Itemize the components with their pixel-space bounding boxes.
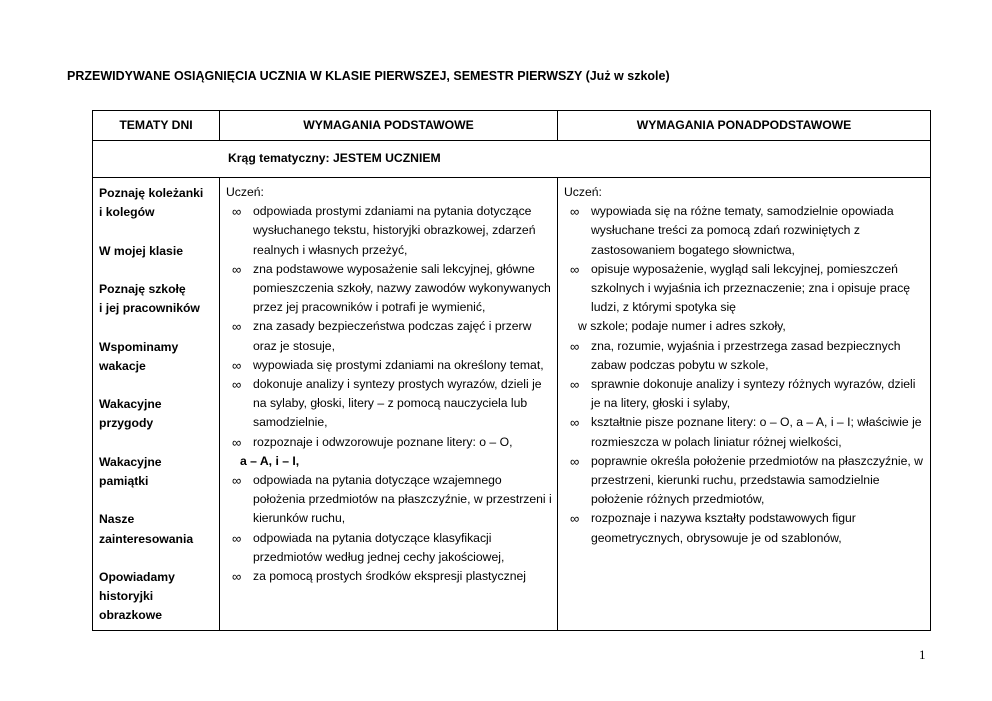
- topic-line: Wspominamy: [99, 339, 179, 354]
- list-item: ∞ wypowiada się na różne tematy, samodzielnie opowiada wysłuchane treści za pomocą zdań rozwiniętych z zastosowaniem bogatego słownictwa,: [570, 204, 894, 257]
- topic-item: [99, 568, 219, 626]
- header-topics: TEMATY DNI: [93, 111, 220, 141]
- topics-cell: [93, 178, 220, 631]
- infinity-bullet-icon: ∞: [232, 434, 242, 450]
- list-item: ∞ kształtnie pisze poznane litery: o – O, a – A, i – I; właściwie je rozmieszcza w polach liniatur różnej wielkości,: [570, 415, 922, 449]
- list-item: ∞ za pomocą prostych środków ekspresji plastycznej: [226, 567, 553, 586]
- list-item: ∞ odpowiada prostymi zdaniami na pytania dotyczące wysłuchanego tekstu, historyjki obrazkowej, zdarzeń realnych i własnych przeżyć,: [232, 204, 536, 257]
- infinity-bullet-icon: ∞: [570, 261, 580, 277]
- infinity-bullet-icon: ∞: [232, 204, 242, 220]
- requirements-table: [92, 110, 931, 631]
- list-item: ∞ rozpoznaje i nazywa kształty podstawowych figur geometrycznych, obrysowuje je od szablonów,: [570, 511, 856, 545]
- infinity-bullet-icon: ∞: [570, 453, 580, 469]
- topic-line: Opowiadamy: [99, 569, 175, 584]
- list-item: ∞ odpowiada na pytania dotyczące wzajemnego położenia przedmiotów na płaszczyźnie, w przestrzeni i kierunków ruchu,: [232, 473, 552, 526]
- list-item: ∞ opisuje wyposażenie, wygląd sali lekcyjnej, pomieszczeń szkolnych i wyjaśnia ich przeznaczenie; zna i opisuje pracę ludzi, z którymi spotyka się: [570, 261, 911, 315]
- topic-line: Nasze: [99, 512, 135, 527]
- topic-line: wakacje: [99, 358, 146, 373]
- topic-line: obrazkowe: [99, 608, 162, 623]
- list-item: ∞ zna zasady bezpieczeństwa podczas zajęć i przerw oraz je stosuje,: [232, 319, 532, 353]
- infinity-bullet-icon: ∞: [232, 377, 242, 393]
- topic-line: W mojej klasie: [99, 243, 183, 258]
- infinity-bullet-icon: ∞: [570, 415, 580, 431]
- list-item: ∞ dokonuje analizy i syntezy prostych wyrazów, dzieli je na sylaby, głoski, litery – z pomocą nauczyciela lub samodzielnie,: [232, 377, 542, 430]
- list-item-continuation: w szkole; podaje numer i adres szkoły,: [578, 319, 786, 334]
- topic-line: Poznaję koleżanki: [99, 186, 204, 200]
- topic-line: pamiątki: [99, 473, 149, 488]
- basic-requirements-cell: [220, 178, 558, 631]
- list-item-continuation: a – A, i – I,: [240, 453, 300, 468]
- list-item: ∞ odpowiada na pytania dotyczące klasyfikacji przedmiotów według jednej cechy jakościowej,: [232, 530, 505, 564]
- basic-requirements-list: [226, 202, 553, 586]
- topic-item: [99, 184, 219, 222]
- topic-item: [99, 510, 219, 548]
- infinity-bullet-icon: ∞: [570, 338, 580, 354]
- list-item: ∞ zna podstawowe wyposażenie sali lekcyjnej, główne pomieszczenia szkoły, nazwy zawodów wykonywanych przez jej pracowników i potrafi je wymienić,: [232, 261, 551, 315]
- topic-line: i kolegów: [99, 205, 155, 220]
- topic-line: i jej pracowników: [99, 301, 200, 316]
- page-number: 1: [919, 647, 926, 662]
- theme-label: Krąg tematyczny: JESTEM UCZNIEM: [228, 151, 441, 166]
- theme-row: [93, 141, 931, 178]
- topic-line: przygody: [99, 416, 154, 431]
- list-item: ∞ sprawnie dokonuje analizy i syntezy różnych wyrazów, dzieli je na litery, głoski i sylaby,: [570, 377, 916, 411]
- list-item: ∞ wypowiada się prostymi zdaniami na określony temat,: [226, 356, 553, 375]
- content-row: [93, 178, 931, 631]
- infinity-bullet-icon: ∞: [232, 319, 242, 335]
- advanced-requirements-cell: [558, 178, 931, 631]
- list-item: ∞ zna, rozumie, wyjaśnia i przestrzega zasad bezpiecznych zabaw podczas pobytu w szkole,: [570, 338, 901, 372]
- topic-item: [99, 242, 219, 261]
- topic-item: [99, 338, 219, 376]
- advanced-intro: Uczeń:: [564, 185, 602, 199]
- advanced-requirements-list: [564, 202, 926, 548]
- infinity-bullet-icon: ∞: [232, 569, 242, 585]
- infinity-bullet-icon: ∞: [570, 204, 580, 220]
- basic-intro: Uczeń:: [226, 185, 264, 199]
- infinity-bullet-icon: ∞: [232, 357, 242, 373]
- header-advanced-requirements: WYMAGANIA PONADPODSTAWOWE: [558, 111, 931, 141]
- infinity-bullet-icon: ∞: [232, 473, 242, 489]
- infinity-bullet-icon: ∞: [570, 511, 580, 527]
- theme-cell: [93, 141, 931, 178]
- topic-line: Wakacyjne: [99, 397, 162, 412]
- topic-item: [99, 395, 219, 433]
- header-basic-requirements: WYMAGANIA PODSTAWOWE: [220, 111, 558, 141]
- infinity-bullet-icon: ∞: [232, 261, 242, 277]
- topic-line: historyjki: [99, 589, 154, 604]
- document-title: PRZEWIDYWANE OSIĄGNIĘCIA UCZNIA W KLASIE PIERWSZEJ, SEMESTR PIERWSZY (Już w szkole): [67, 69, 670, 83]
- topic-item: [99, 280, 219, 318]
- topic-item: [99, 453, 219, 491]
- infinity-bullet-icon: ∞: [232, 530, 242, 546]
- infinity-bullet-icon: ∞: [570, 377, 580, 393]
- topics-list: [99, 184, 219, 626]
- topic-line: Poznaję szkołę: [99, 281, 186, 296]
- table-header-row: [93, 111, 931, 141]
- list-item: ∞ poprawnie określa położenie przedmiotów na płaszczyźnie, w przestrzeni, kierunki ruchu, przedstawia samodzielnie położenie różnych przedmiotów,: [570, 453, 923, 507]
- topic-line: zainteresowania: [99, 531, 194, 546]
- topic-line: Wakacyjne: [99, 454, 162, 469]
- list-item: ∞ rozpoznaje i odwzorowuje poznane litery: o – O,: [226, 433, 553, 452]
